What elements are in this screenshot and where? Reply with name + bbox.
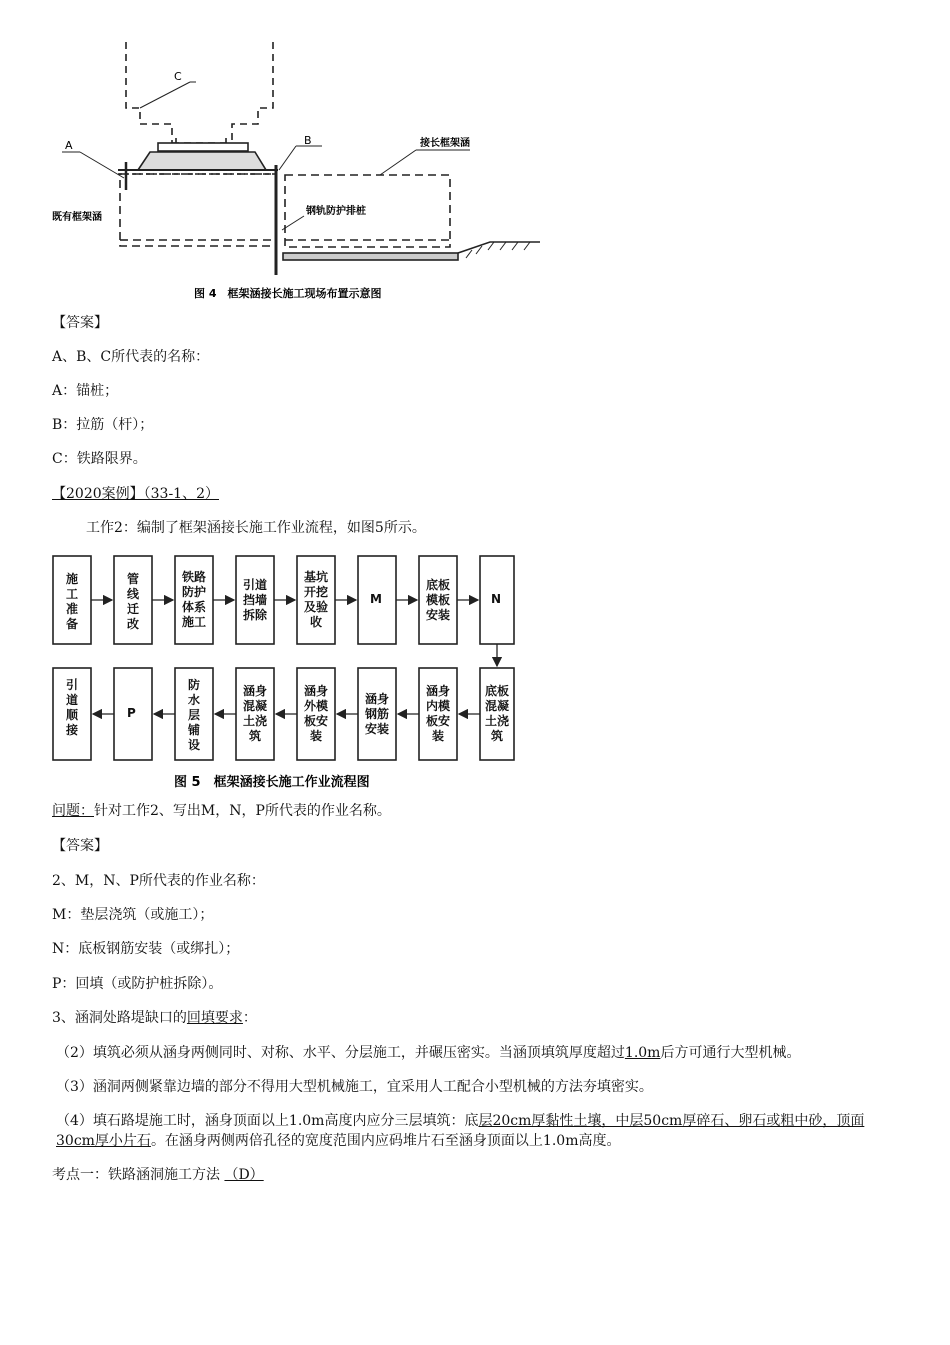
section3-p4 bbox=[56, 1111, 898, 1151]
answer1-a: A：锚桩； bbox=[52, 383, 119, 399]
section3-link: 回填要求 bbox=[186, 1010, 243, 1026]
flow-step-m: M bbox=[370, 592, 382, 606]
answer2-m: M：垫层浇筑（或施工）； bbox=[52, 907, 214, 923]
label-a: A bbox=[65, 139, 73, 152]
p2-text-a: （2）填筑必须从涵身两侧同时、对称、水平、分层施工，并碾压密实。当涵顶填筑厚度超过 bbox=[56, 1045, 625, 1061]
flow-step-9: 底板混凝土浇筑 bbox=[484, 684, 509, 743]
label-piles: 钢轨防护排桩 bbox=[306, 206, 366, 217]
section3-suffix: ： bbox=[242, 1010, 257, 1026]
section3-title bbox=[52, 1008, 257, 1028]
answer1-b: B：拉筋（杆）； bbox=[52, 417, 154, 433]
point-line bbox=[52, 1165, 264, 1185]
flow-step-2: 管线迁改 bbox=[126, 572, 139, 631]
answer1-intro: A、B、C所代表的名称： bbox=[52, 349, 210, 365]
section3-p3: （3）涵洞两侧紧靠边墙的部分不得用大型机械施工，宜采用人工配合小型机械的方法夯填密实。 bbox=[56, 1079, 653, 1095]
figure5-flowchart bbox=[0, 550, 950, 795]
flow-step-p: P bbox=[127, 706, 136, 720]
flow-step-10: 涵身内模板安装 bbox=[425, 684, 450, 743]
answer2-p: P：回填（或防护桩拆除）。 bbox=[52, 976, 223, 992]
figure4-caption: 图 4 框架涵接长施工现场布置示意图 bbox=[194, 287, 382, 300]
flow-step-1: 施工准备 bbox=[65, 572, 78, 631]
label-b: B bbox=[304, 134, 312, 147]
flow-step-5: 基坑开挖及验收 bbox=[303, 570, 328, 629]
flow-step-7: 底板模板安装 bbox=[425, 578, 450, 622]
answer2-intro: 2、M，N、P所代表的作业名称： bbox=[52, 873, 265, 889]
flow-step-11: 涵身钢筋安装 bbox=[364, 692, 389, 736]
rail-sleeper bbox=[158, 143, 248, 151]
p4-text-underline: 层20cm厚黏性土壤，中层50cm厚碎石、卵石或粗中砂，顶面30cm厚小片石 bbox=[56, 1113, 865, 1149]
flow-step-14: 防水层铺设 bbox=[187, 678, 200, 752]
existing-culvert bbox=[120, 174, 276, 246]
cushion-base bbox=[283, 253, 458, 260]
figure5-caption: 图 5 框架涵接长施工作业流程图 bbox=[174, 775, 370, 790]
p4-text-b: 。在涵身两侧两倍孔径的宽度范围内应码堆片石至涵身顶面以上1.0m高度。 bbox=[150, 1133, 621, 1149]
question-label: 问题： bbox=[52, 803, 94, 819]
ballast bbox=[138, 152, 266, 170]
figure4-diagram bbox=[0, 0, 950, 310]
p4-text-a: （4）填石路堤施工时，涵身顶面以上1.0m高度内应分三层填筑：底 bbox=[56, 1113, 479, 1129]
section3-prefix: 3、涵洞处路堤缺口的 bbox=[52, 1010, 187, 1026]
flow-step-n: N bbox=[491, 592, 502, 606]
flow-step-12: 涵身外模板安装 bbox=[303, 684, 328, 743]
label-extended: 接长框架涵 bbox=[420, 138, 470, 149]
question-line bbox=[52, 801, 391, 821]
point-answer: （D） bbox=[224, 1167, 264, 1183]
label-c: C bbox=[174, 70, 182, 83]
point-text: 考点一：铁路涵洞施工方法 bbox=[52, 1167, 220, 1183]
case-work: 工作2：编制了框架涵接长施工作业流程，如图5所示。 bbox=[86, 520, 426, 536]
answer-heading-2: 【答案】 bbox=[52, 838, 108, 854]
answer-heading-1: 【答案】 bbox=[52, 315, 108, 331]
p2-text-underline: 1.0m bbox=[624, 1045, 661, 1061]
case-title: 【2020案例】（33-1、2） bbox=[52, 486, 219, 502]
flow-step-13: 涵身混凝土浇筑 bbox=[242, 684, 267, 743]
flow-step-16: 引道顺接 bbox=[65, 678, 78, 737]
flow-step-4: 引道挡墙拆除 bbox=[242, 578, 267, 622]
clearance-outline bbox=[126, 42, 172, 143]
label-existing: 既有框架涵 bbox=[52, 212, 102, 223]
section3-p2 bbox=[56, 1043, 800, 1063]
answer1-c: C：铁路限界。 bbox=[52, 451, 147, 467]
p2-text-b: 后方可通行大型机械。 bbox=[660, 1045, 801, 1061]
flow-step-3: 铁路防护体系施工 bbox=[181, 570, 206, 629]
question-text: 针对工作2、写出M，N，P所代表的作业名称。 bbox=[94, 803, 391, 819]
answer2-n: N：底板钢筋安装（或绑扎）； bbox=[52, 941, 240, 957]
